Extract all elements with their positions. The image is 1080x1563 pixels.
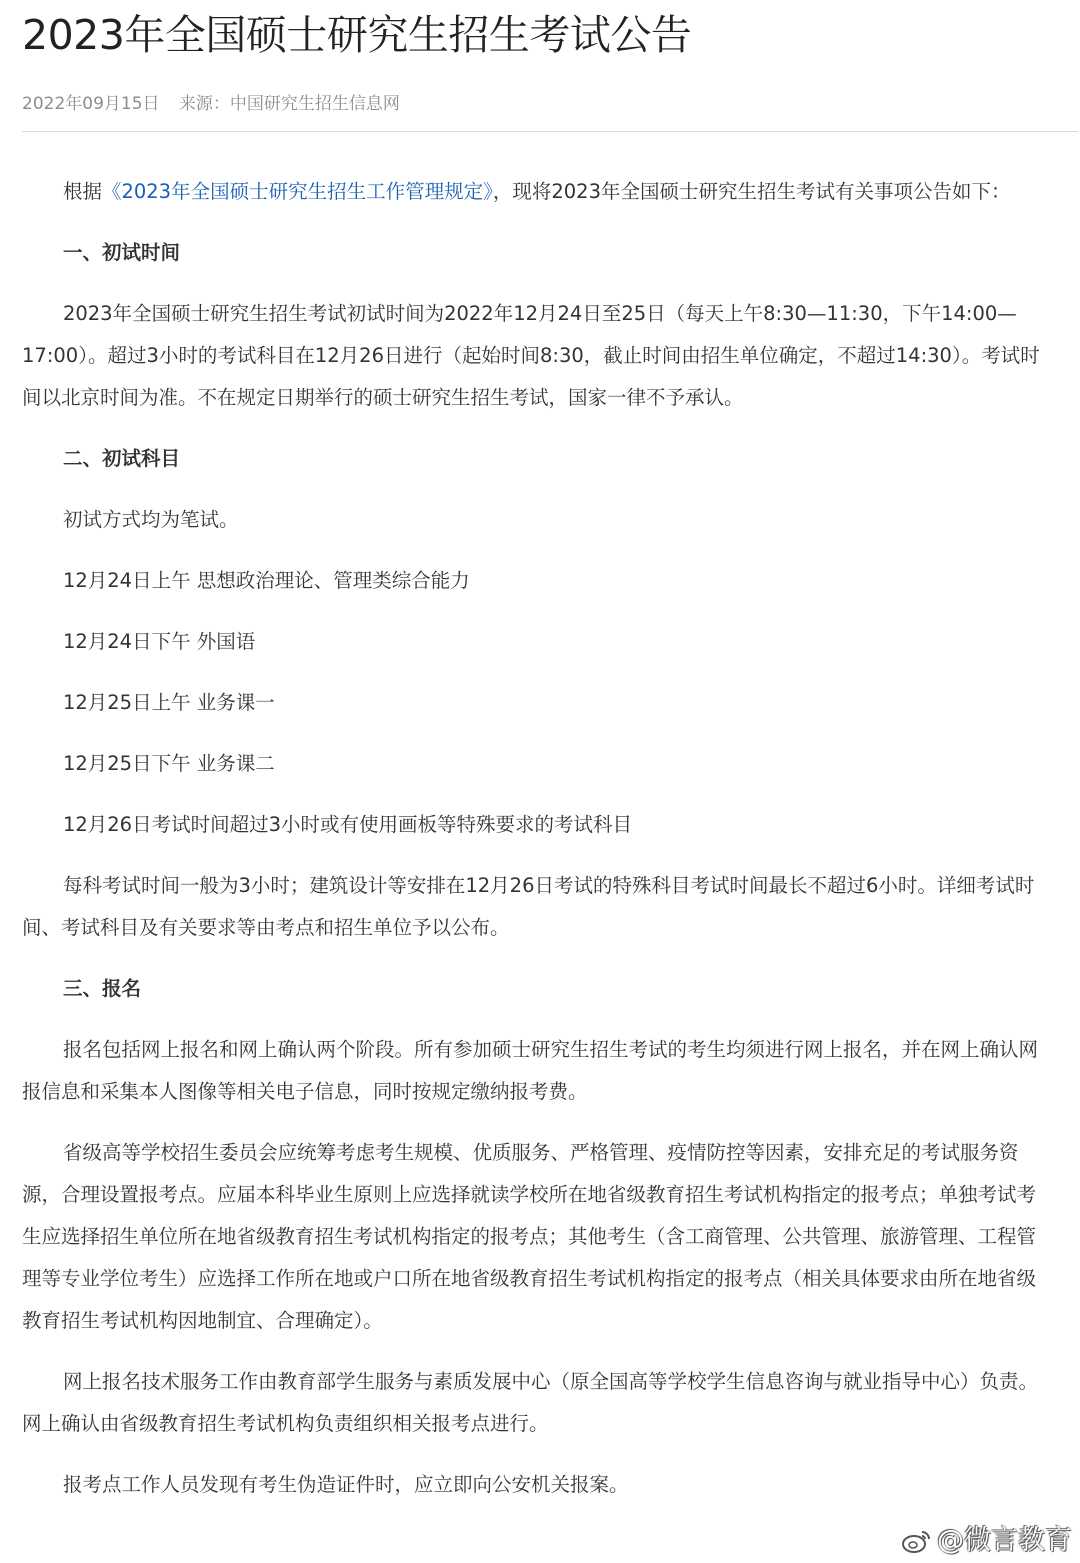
- watermark-text: @微言教育: [937, 1525, 1072, 1556]
- publish-date: 2022年09月15日: [22, 94, 160, 114]
- schedule-item: 12月25日下午 业务课二: [62, 752, 275, 775]
- section-paragraph: 网上报名技术服务工作由教育部学生服务与素质发展中心（原全国高等学校学生信息咨询与就业指导中心）负责。网上确认由省级教育招生考试机构负责组织相关报考点进行。: [22, 1370, 1038, 1435]
- regulation-link[interactable]: 《2023年全国硕士研究生招生工作管理规定》: [101, 180, 493, 203]
- section-paragraph: 报名包括网上报名和网上确认两个阶段。所有参加硕士研究生招生考试的考生均须进行网上报名，并在网上确认网报信息和采集本人图像等相关电子信息，同时按规定缴纳报考费。: [22, 1038, 1038, 1103]
- schedule-item: 12月26日考试时间超过3小时或有使用画板等特殊要求的考试科目: [62, 813, 632, 836]
- article-source: 来源：中国研究生招生信息网: [178, 94, 400, 114]
- section-paragraph: 每科考试时间一般为3小时；建筑设计等安排在12月26日考试的特殊科目考试时间最长不超过6小时。详细考试时间、考试科目及有关要求等由考点和招生单位予以公布。: [22, 874, 1035, 939]
- intro-paragraph: [22, 171, 1042, 213]
- section-paragraph: 2023年全国硕士研究生招生考试初试时间为2022年12月24日至25日（每天上午8:30—11:30，下午14:00—17:00）。超过3小时的考试科目在12月26日进行（起始时间8:30，截止时间由招生单位确定，不超过14:30）。考试时间以北京时间为准。不在规定日期举行的硕士研究生招生考试，国家一律不予承认。: [22, 302, 1040, 409]
- section-heading: 二、初试科目: [62, 447, 180, 470]
- section-paragraph: 初试方式均为笔试。: [62, 508, 239, 531]
- schedule-item: 12月24日下午 外国语: [62, 630, 256, 653]
- article-meta: [22, 92, 414, 116]
- section-paragraph: 报考点工作人员发现有考生伪造证件时，应立即向公安机关报案。: [62, 1473, 629, 1496]
- schedule-item: 12月24日上午 思想政治理论、管理类综合能力: [62, 569, 470, 592]
- weibo-watermark: [901, 1524, 1072, 1558]
- title-divider: [22, 131, 1078, 132]
- weibo-icon: [901, 1528, 931, 1554]
- page-title: 2023年全国硕士研究生招生考试公告: [22, 11, 692, 59]
- section-heading: 三、报名: [62, 977, 141, 1000]
- intro-suffix: ，现将2023年全国硕士研究生招生考试有关事项公告如下：: [492, 180, 1011, 203]
- intro-prefix: 根据: [62, 180, 102, 203]
- article-body: [22, 171, 1042, 1525]
- section-heading: 一、初试时间: [62, 241, 180, 264]
- schedule-item: 12月25日上午 业务课一: [62, 691, 275, 714]
- section-paragraph: 省级高等学校招生委员会应统筹考虑考生规模、优质服务、严格管理、疫情防控等因素，安排充足的考试服务资源，合理设置报考点。应届本科毕业生原则上应选择就读学校所在地省级教育招生考试机构指定的报考点；单独考试考生应选择招生单位所在地省级教育招生考试机构指定的报考点；其他考生（含工商管理、公共管理、旅游管理、工程管理等专业学位考生）应选择工作所在地或户口所在地省级教育招生考试机构指定的报考点（相关具体要求由所在地省级教育招生考试机构因地制宜、合理确定）。: [22, 1141, 1037, 1332]
